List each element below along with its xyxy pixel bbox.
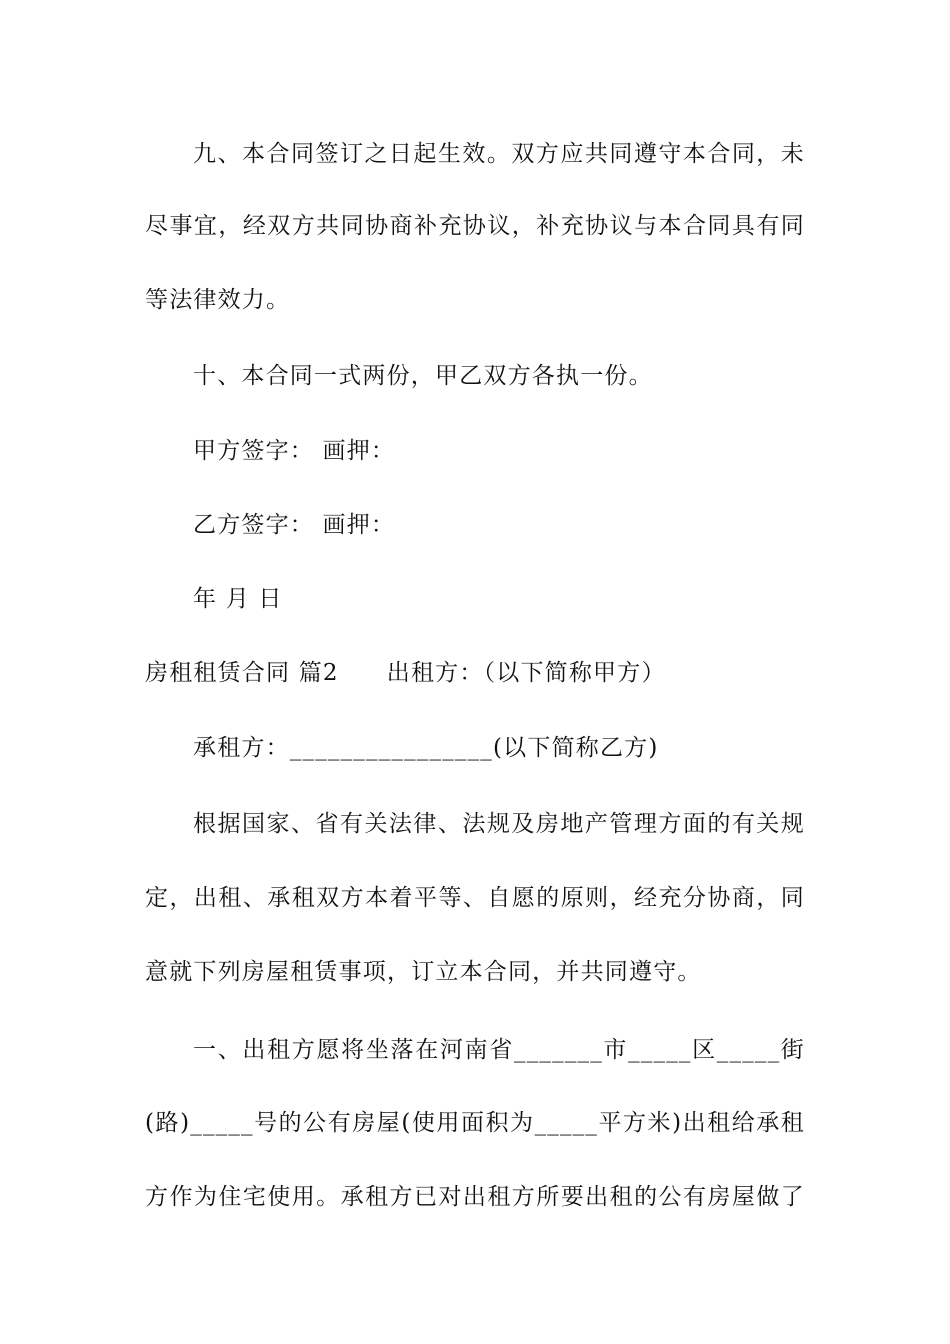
clause-1-line-3: 方作为住宅使用。承租方已对出租方所要出租的公有房屋做了	[145, 1184, 805, 1210]
signing-date: 年 月 日	[193, 586, 283, 612]
preamble-line-1: 根据国家、省有关法律、法规及房地产管理方面的有关规	[193, 811, 805, 837]
clause-10: 十、本合同一式两份，甲乙双方各执一份。	[193, 363, 653, 389]
lessee-line: 承租方：________________(以下简称乙方)	[193, 735, 659, 761]
party-b-signature: 乙方签字： 画押：	[193, 512, 396, 538]
party-a-signature: 甲方签字： 画押：	[193, 438, 396, 464]
clause-1-line-2: (路)_____号的公有房屋(使用面积为_____平方米)出租给承租	[145, 1110, 805, 1136]
lessor-line: 出租方：（以下简称甲方）	[386, 660, 666, 686]
contract-heading-row	[145, 653, 805, 693]
clause-9-line-1: 九、本合同签订之日起生效。双方应共同遵守本合同，未	[193, 141, 805, 167]
contract-title: 房租租赁合同 篇2	[145, 660, 339, 686]
preamble-line-2: 定，出租、承租双方本着平等、自愿的原则，经充分协商，同	[145, 885, 805, 911]
clause-9-line-2: 尽事宜，经双方共同协商补充协议，补充协议与本合同具有同	[145, 213, 805, 239]
preamble-line-3: 意就下列房屋租赁事项，订立本合同，并共同遵守。	[145, 959, 702, 985]
clause-1-line-1: 一、出租方愿将坐落在河南省_______市_____区_____街	[193, 1037, 805, 1063]
clause-9-line-3: 等法律效力。	[145, 287, 291, 313]
